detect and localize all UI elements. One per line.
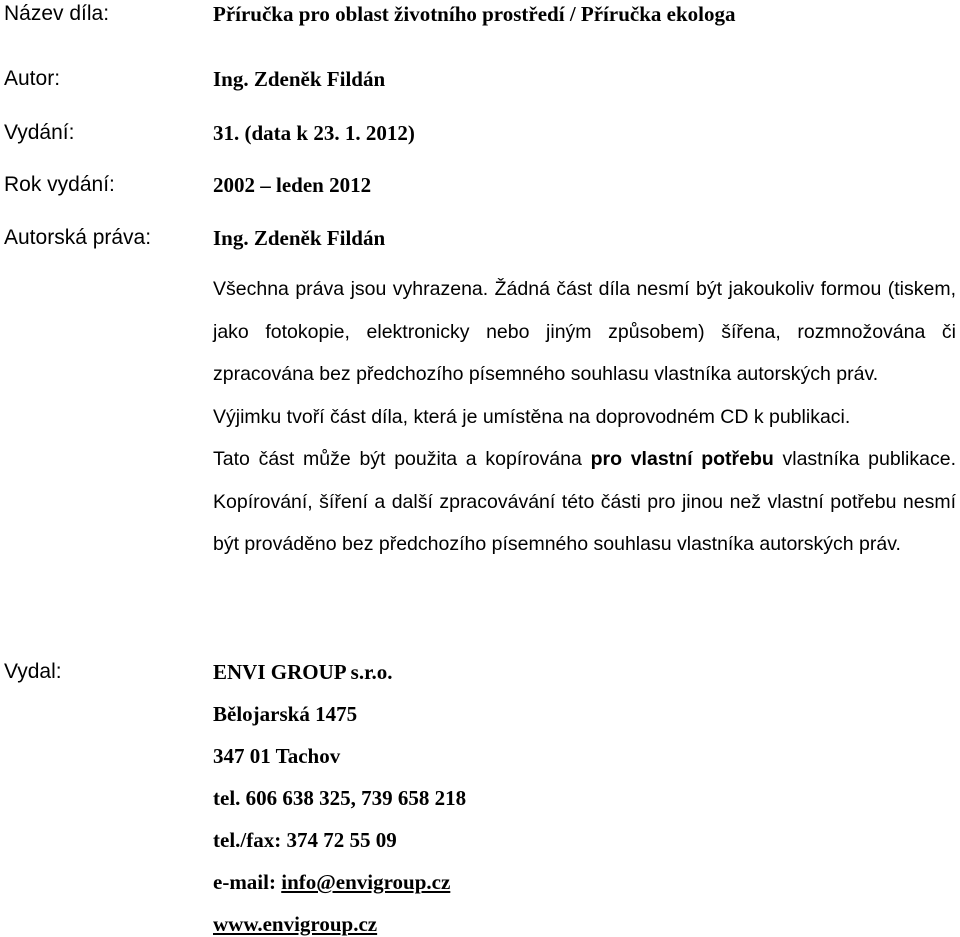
publisher-city: 347 01 Tachov (213, 744, 341, 768)
email-link[interactable]: info@envigroup.cz (281, 870, 451, 894)
author-value: Ing. Zdeněk Fildán (213, 67, 386, 91)
rights-paragraph-3 (213, 438, 956, 566)
publisher-name: ENVI GROUP s.r.o. (213, 660, 393, 684)
year-value: 2002 – leden 2012 (213, 173, 372, 197)
publisher-web-row (213, 911, 377, 937)
publisher-street: Bělojarská 1475 (213, 702, 358, 726)
edition-value: 31. (data k 23. 1. 2012) (213, 121, 415, 145)
rights-paragraph-2: Výjimku tvoří část díla, která je umístěna na doprovodném CD k publikaci. (213, 405, 851, 428)
rights-paragraph-3-end: vlastníka publikace. Kopírování, šíření a další zpracovávání této části pro jinou než vlastní potřebu nesmí být prováděno bez předchozího písemného souhlasu vlastníka autorských práv. (213, 448, 956, 555)
rights-paragraph-3-bold: pro vlastní potřebu (590, 448, 774, 470)
rights-paragraph-1: Všechna práva jsou vyhrazena. Žádná část díla nesmí být jakoukoliv formou (tiskem, jako fotokopie, elektronicky nebo jiným způsobem) šířena, rozmnožována či zpracována bez předchozího písemného souhlasu vlastníka autorských práv. (213, 278, 956, 385)
publisher-label: Vydal: (4, 660, 62, 683)
email-prefix: e-mail: (213, 870, 282, 894)
website-link[interactable]: www.envigroup.cz (213, 912, 378, 936)
copyright-label: Autorská práva: (4, 226, 152, 249)
publisher-fax: tel./fax: 374 72 55 09 (213, 828, 397, 852)
author-label: Autor: (4, 67, 61, 90)
title-value: Příručka pro oblast životního prostředí / Příručka ekologa (213, 2, 736, 26)
edition-label: Vydání: (4, 121, 75, 144)
copyright-value: Ing. Zdeněk Fildán (213, 226, 386, 250)
year-label: Rok vydání: (4, 173, 115, 196)
title-label: Název díla: (4, 2, 110, 25)
publisher-tel: tel. 606 638 325, 739 658 218 (213, 786, 467, 810)
rights-paragraph-3-start: Tato část může být použita a kopírována (213, 448, 591, 470)
publisher-email-row (213, 869, 450, 895)
rights-text (213, 268, 956, 566)
